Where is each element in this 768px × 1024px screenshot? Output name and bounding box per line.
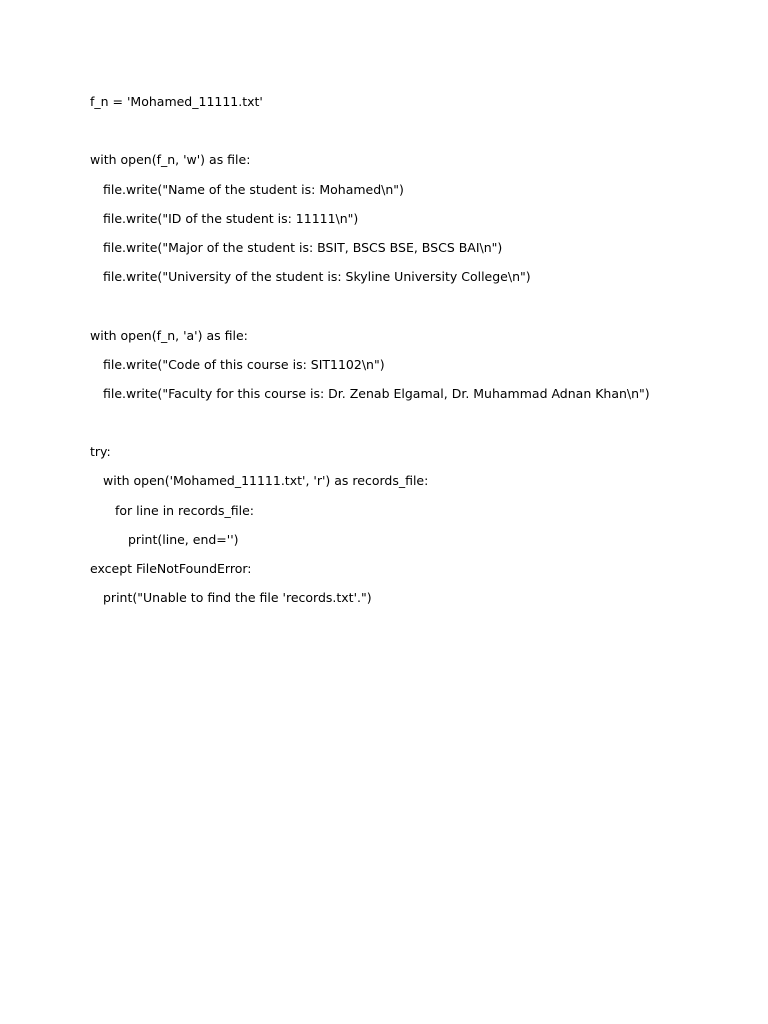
code-line-15: for line in records_file: (115, 502, 255, 518)
code-line-9: with open(f_n, 'a') as file: (90, 327, 248, 343)
code-line-17: except FileNotFoundError: (90, 561, 252, 576)
code-line-11: file.write("Faculty for this course is: Dr. Zenab Elgamal, Dr. Muhammad Adnan Khan\n") (103, 385, 650, 401)
code-line-3: with open(f_n, 'w') as file: (90, 152, 251, 168)
code-line-14: with open('Mohamed_11111.txt', 'r') as records_file: (103, 473, 429, 489)
code-line-7: file.write("University of the student is: Skyline University College\n") (103, 269, 531, 285)
code-line-18: print("Unable to find the file 'records.txt'.") (103, 590, 372, 606)
blank-line (90, 414, 730, 443)
blank-line (90, 297, 730, 326)
code-listing (90, 93, 730, 618)
code-line-1: f_n = 'Mohamed_11111.txt' (90, 94, 263, 109)
code-line-4: file.write("Name of the student is: Mohamed\n") (103, 181, 404, 197)
code-line-6: file.write("Major of the student is: BSIT, BSCS BSE, BSCS BAI\n") (103, 239, 503, 255)
blank-line (90, 122, 730, 151)
code-line-5: file.write("ID of the student is: 11111\n") (103, 210, 359, 226)
code-line-13: try: (90, 444, 111, 460)
code-line-10: file.write("Code of this course is: SIT1102\n") (103, 356, 385, 372)
code-line-16: print(line, end='') (128, 531, 239, 547)
